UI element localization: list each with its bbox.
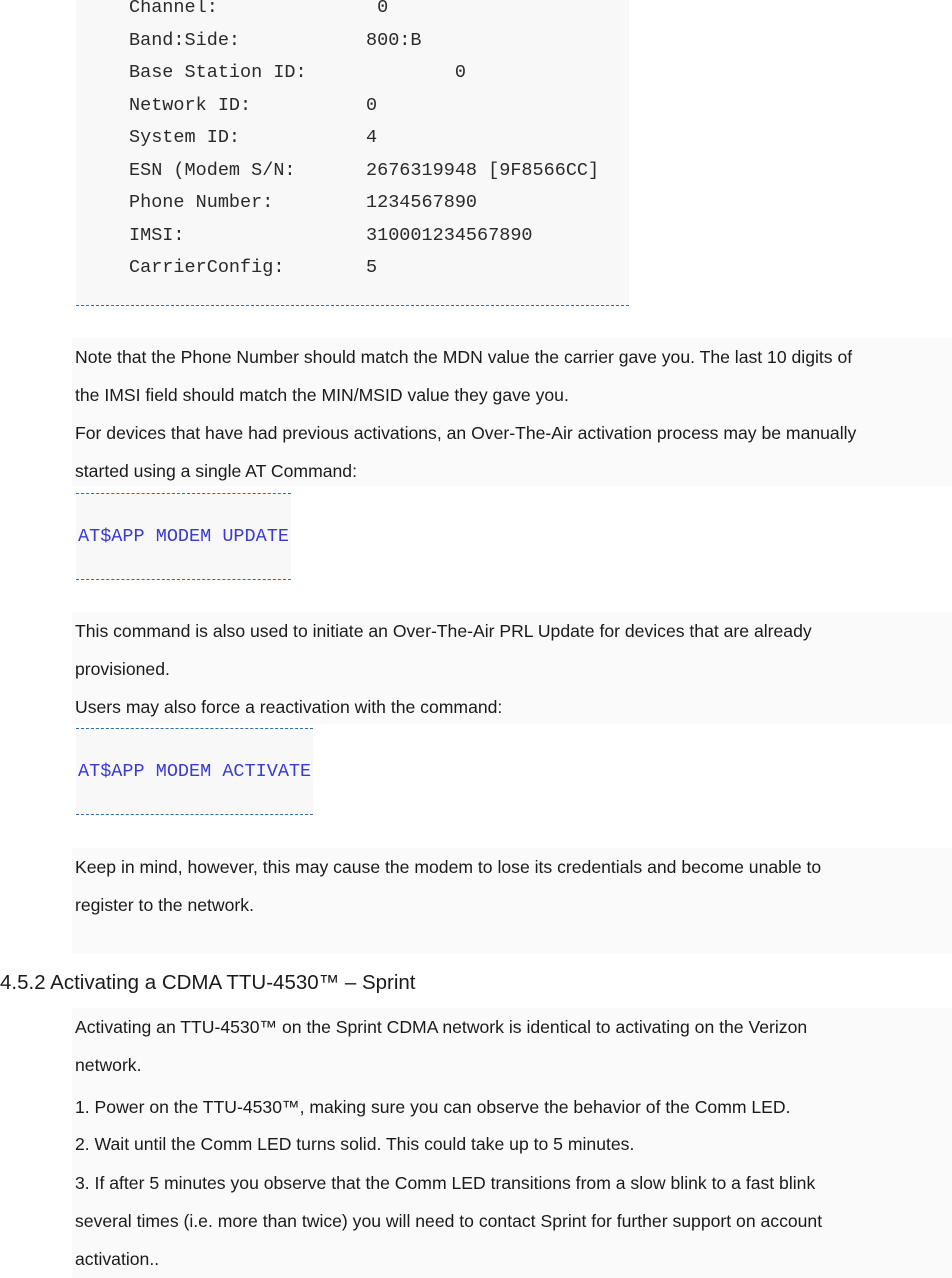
step-3-continued: several times (i.e. more than twice) you will need to contact Sprint for further support on account (75, 1211, 823, 1231)
at-command-activate-code: AT$APP MODEM ACTIVATE (76, 728, 313, 815)
text-line: started using a single AT Command: (75, 461, 357, 481)
modem-info-row: IMSI: 310001234567890 (129, 225, 533, 246)
text-line: register to the network. (75, 895, 254, 915)
section-heading: 4.5.2 Activating a CDMA TTU-4530™ – Sprint (0, 971, 416, 994)
prl-update-paragraph (72, 612, 952, 724)
text-line: This command is also used to initiate an Over-The-Air PRL Update for devices that are already (75, 621, 812, 641)
text-line: the IMSI field should match the MIN/MSID value they gave you. (75, 385, 569, 405)
step-3-continued: activation.. (75, 1249, 160, 1269)
modem-info-row: System ID: 4 (129, 127, 378, 148)
text-line: Activating an TTU-4530™ on the Sprint CDMA network is identical to activating on the Verizon (75, 1017, 808, 1037)
step-3: 3. If after 5 minutes you observe that the Comm LED transitions from a slow blink to a fast blink (75, 1173, 816, 1193)
note-paragraph (72, 338, 952, 486)
modem-info-code-block (76, 0, 629, 306)
step-2: 2. Wait until the Comm LED turns solid. This could take up to 5 minutes. (75, 1134, 635, 1154)
step-1: 1. Power on the TTU-4530™, making sure you can observe the behavior of the Comm LED. (75, 1097, 791, 1117)
at-command-update-code: AT$APP MODEM UPDATE (76, 493, 291, 580)
modem-info-row: CarrierConfig: 5 (129, 257, 378, 278)
modem-info-row: Channel: 0 (129, 0, 389, 18)
modem-info-row: Network ID: 0 (129, 95, 378, 116)
text-line: Keep in mind, however, this may cause the modem to lose its credentials and become unable to (75, 857, 822, 877)
sprint-activation-paragraph (72, 1008, 952, 1278)
modem-info-row: Base Station ID: 0 (129, 62, 466, 83)
modem-info-row: Phone Number: 1234567890 (129, 192, 478, 213)
warning-paragraph (72, 848, 952, 954)
modem-info-row: ESN (Modem S/N: 2676319948 [9F8566CC] (129, 160, 600, 181)
text-line: For devices that have had previous activations, an Over-The-Air activation process may be manually (75, 423, 857, 443)
text-line: provisioned. (75, 659, 170, 679)
text-line: network. (75, 1055, 142, 1075)
text-line: Users may also force a reactivation with the command: (75, 697, 503, 717)
text-line: Note that the Phone Number should match the MDN value the carrier gave you. The last 10 digits of (75, 347, 853, 367)
modem-info-row: Band:Side: 800:B (129, 30, 422, 51)
